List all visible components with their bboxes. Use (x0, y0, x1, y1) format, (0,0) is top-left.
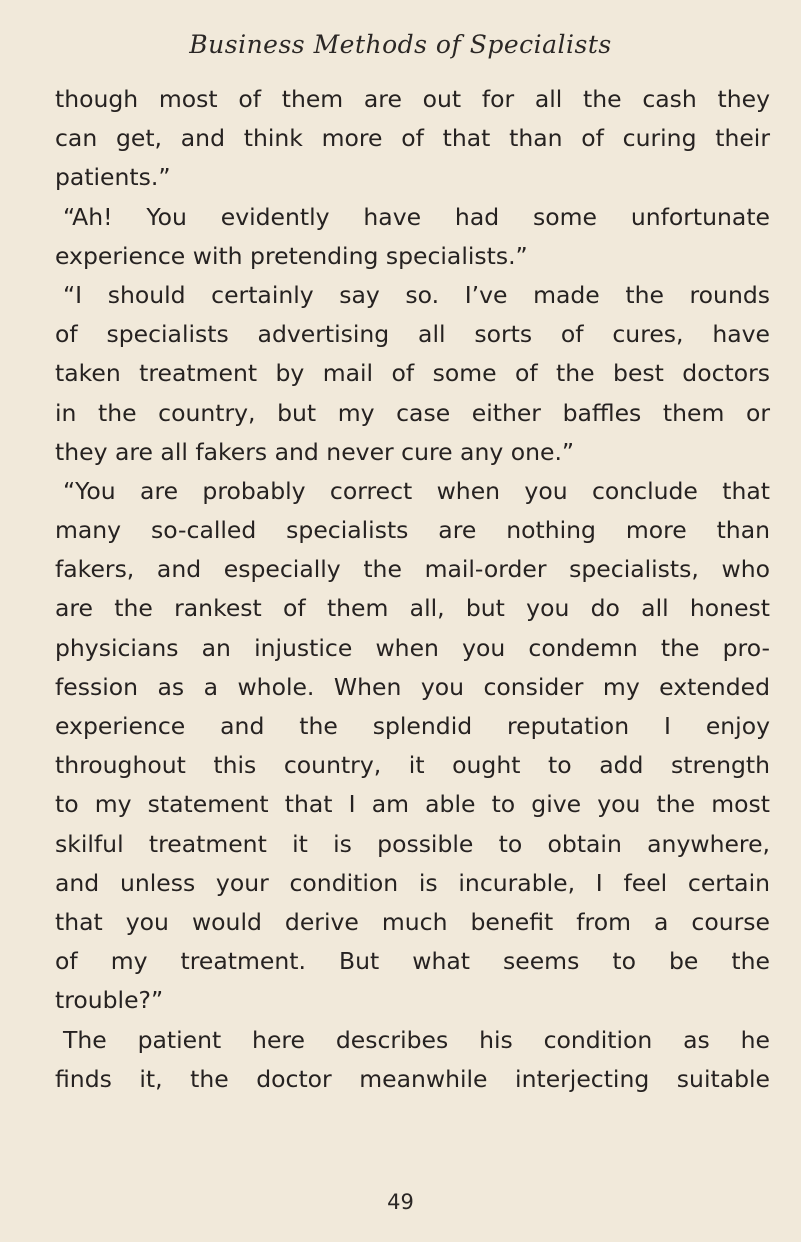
text-line: fession as a whole. When you consider my extended (55, 672, 770, 701)
text-line: “Ah! You evidently have had some unfortunate (63, 202, 770, 231)
text-line: experience and the splendid reputation I enjoy (55, 712, 770, 740)
text-line: experience with pretending specialists.” (55, 241, 528, 270)
text-line: throughout this country, it ought to add strength (55, 751, 770, 780)
text-line: fakers, and especially the mail-order specialists, who (55, 555, 770, 584)
text-line: skilful treatment it is possible to obtain anywhere, (55, 829, 770, 858)
text-line: to my statement that I am able to give you the most (55, 790, 770, 819)
text-line: trouble?” (55, 986, 164, 1015)
text-line: “I should certainly say so. I’ve made the rounds (63, 280, 770, 309)
text-line: of my treatment. But what seems to be the (55, 947, 770, 976)
text-line: of specialists advertising all sorts of cures, have (55, 320, 770, 349)
running-head: Business Methods of Specialists (189, 30, 612, 59)
text-line: physicians an injustice when you condemn the pro- (55, 633, 770, 662)
page-number: 49 (387, 1190, 414, 1214)
text-line: can get, and think more of that than of curing their (55, 124, 770, 153)
text-line: in the country, but my case either baffles them or (55, 398, 770, 427)
text-line: that you would derive much benefit from a course (55, 907, 770, 936)
text-line: taken treatment by mail of some of the best doctors (55, 359, 770, 388)
text-line: patients.” (55, 163, 171, 192)
body-text (55, 80, 770, 1099)
text-line: finds it, the doctor meanwhile interjecting suitable (55, 1064, 770, 1093)
text-line: are the rankest of them all, but you do all honest (55, 594, 770, 623)
text-line: The patient here describes his condition as he (63, 1025, 770, 1054)
text-line: and unless your condition is incurable, I feel certain (55, 868, 770, 897)
text-line: many so-called specialists are nothing more than (55, 516, 770, 545)
text-line: they are all fakers and never cure any one.” (55, 437, 575, 466)
text-line: though most of them are out for all the cash they (55, 85, 770, 113)
text-line: “You are probably correct when you conclude that (63, 476, 770, 505)
